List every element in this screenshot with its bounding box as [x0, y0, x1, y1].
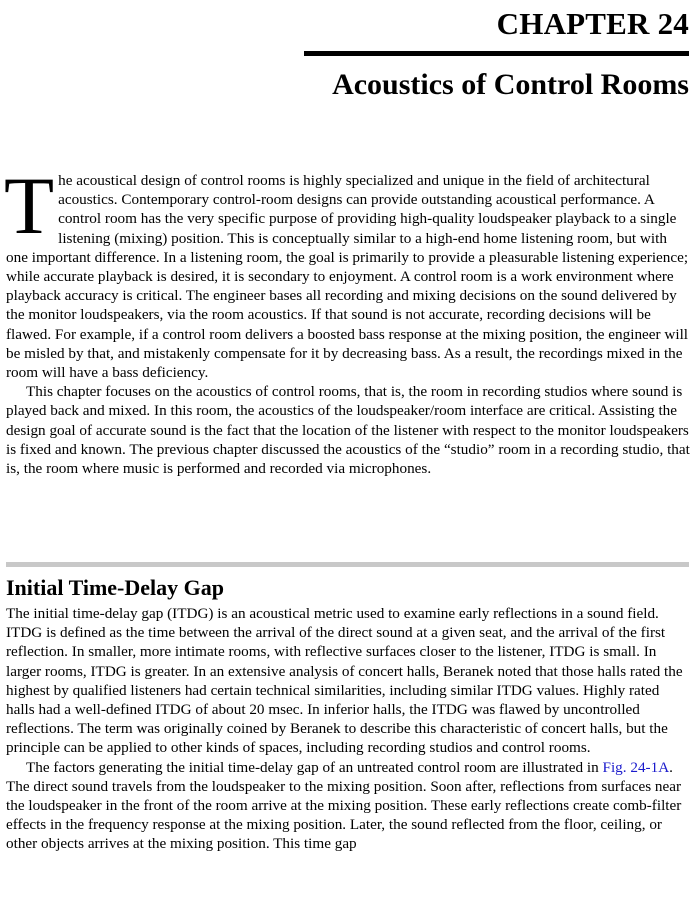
- chapter-title: Acoustics of Control Rooms: [332, 68, 689, 101]
- section-heading: Initial Time-Delay Gap: [6, 575, 224, 600]
- chapter-divider: [304, 51, 689, 56]
- intro-section: [4, 160, 690, 478]
- intro-paragraph-1: [4, 160, 690, 382]
- section-divider: [6, 562, 689, 567]
- intro-paragraph-2: This chapter focuses on the acoustics of control rooms, that is, the room in recording studios where sound is played back and mixed. In this room, the acoustics of the loudspeaker/room interface are critical. Assisting the design goal of accurate sound is the fact that the location of the listener with respect to the monitor loudspeakers is fixed and known. The previous chapter discussed the acoustics of the “studio” room in a recording studio, that is, the room where music is performed and recorded via microphones.: [6, 383, 690, 478]
- intro-paragraph-1-text: he acoustical design of control rooms is highly specialized and unique in the field of architectural acoustics. Contemporary control-room designs can provide outstanding acoustical performance. A control room has the very specific purpose of providing high-quality loudspeaker playback to a single listening (mixing) position. This is conceptually similar to a high-end home listening room, but with one important difference. In a listening room, the goal is primarily to provide a pleasurable listening experience; while accurate playback is desired, it is secondary to enjoyment. A control room is a work environment where playback accuracy is critical. The engineer bases all recording and mixing decisions on the sound delivered by the monitor loudspeakers, via the room acoustics. If that sound is not accurate, recording decisions will be flawed. For example, if a control room delivers a boosted bass response at the mixing position, the engineer will be misled by that, and mistakenly compensate for it by decreasing bass. As a result, the recordings mixed in the room will have a bass deficiency.: [6, 172, 689, 382]
- chapter-label: CHAPTER 24: [496, 6, 689, 41]
- figure-reference-link[interactable]: Fig. 24-1A: [602, 758, 670, 776]
- section-paragraph-1: The initial time-delay gap (ITDG) is an acoustical metric used to examine early reflections in a sound field. ITDG is defined as the time between the arrival of the direct sound at a given seat, and the arrival of the first reflection. In smaller, more intimate rooms, with reflective surfaces closer to the listener, ITDG is small. In larger rooms, ITDG is greater. In an extensive analysis of concert halls, Beranek noted that those halls rated the highest by qualified listeners had certain technical similarities, including similar ITDG values. Highly rated halls had a well-defined ITDG of about 20 msec. In inferior halls, the ITDG was flawed by uncontrolled reflections. The term was originally coined by Beranek to describe this characteristic of concert halls, but the principle can be applied to other kinds of spaces, including recording studios and control rooms.: [6, 605, 683, 757]
- section-paragraph-2: [6, 758, 690, 854]
- section-paragraph-2-start: The factors generating the initial time-delay gap of an untreated control room are illustrated in: [26, 758, 603, 776]
- drop-cap: T: [4, 160, 55, 251]
- section-body: [6, 604, 690, 854]
- section-paragraph-2-end: . The direct sound travels from the loudspeaker to the mixing position. Soon after, reflections from surfaces near the loudspeaker in the front of the room arrive at the mixing position. These early reflections create comb-filter effects in the frequency response at the mixing position. Later, the sound reflected from the floor, ceiling, or other objects arrives at the mixing position. This time gap: [6, 758, 682, 853]
